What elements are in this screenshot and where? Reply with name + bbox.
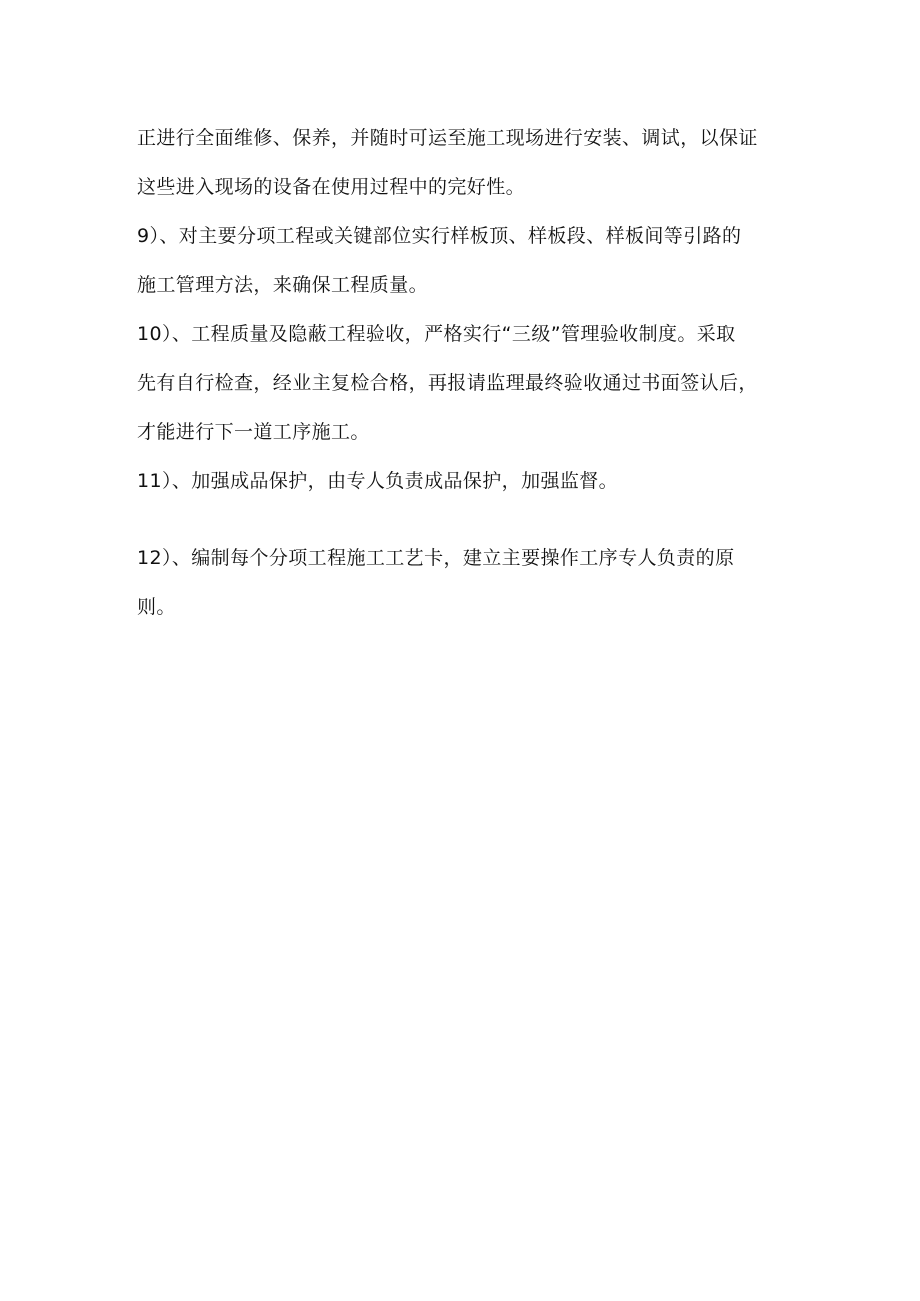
text-line: 先有自行检查，经业主复检合格，再报请监理最终验收通过书面签认后， — [137, 372, 758, 394]
text-line: 这些进入现场的设备在使用过程中的完好性。 — [137, 176, 526, 198]
text-line: 9）、对主要分项工程或关键部位实行样板顶、样板段、样板间等引路的 — [137, 225, 742, 247]
text-line: 则。 — [137, 596, 176, 618]
text-line: 10）、工程质量及隐蔽工程验收，严格实行“三级”管理验收制度。采取 — [137, 323, 736, 345]
paragraph-item-12 — [137, 534, 797, 632]
paragraph-item-10 — [137, 310, 797, 457]
paragraph-item-9 — [137, 212, 797, 310]
text-line: 11）、加强成品保护，由专人负责成品保护，加强监督。 — [137, 470, 619, 492]
paragraph-item-11 — [137, 457, 797, 506]
text-line: 12）、编制每个分项工程施工工艺卡，建立主要操作工序专人负责的原 — [137, 547, 735, 569]
paragraph-equipment-maintenance — [137, 114, 797, 212]
text-line: 施工管理方法，来确保工程质量。 — [137, 274, 429, 296]
text-line: 正进行全面维修、保养，并随时可运至施工现场进行安装、调试，以保证 — [137, 127, 758, 149]
text-line: 才能进行下一道工序施工。 — [137, 421, 370, 443]
document-body — [137, 114, 797, 632]
